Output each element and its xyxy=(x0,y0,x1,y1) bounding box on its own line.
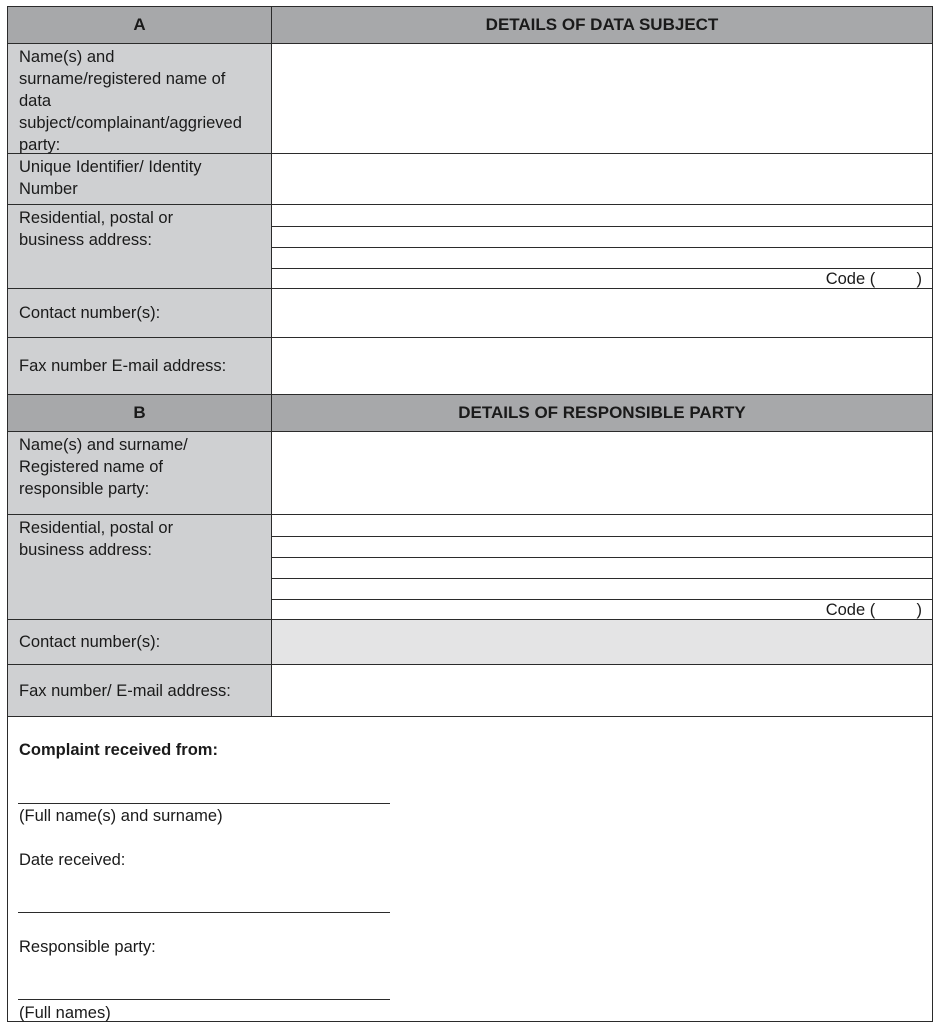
complaint-form xyxy=(7,6,933,1022)
address-line xyxy=(272,247,932,248)
data-subject-fax-email-label: Fax number E-mail address: xyxy=(8,338,272,394)
responsible-party-label: Responsible party: xyxy=(19,938,156,956)
data-subject-name-label: Name(s) and surname/registered name of data subject/complainant/aggrieved party: xyxy=(8,44,272,153)
complaint-received-from-label: Complaint received from: xyxy=(19,741,218,759)
data-subject-address-row xyxy=(8,205,932,289)
section-b-title: DETAILS OF RESPONSIBLE PARTY xyxy=(458,403,746,422)
full-name-caption: (Full name(s) and surname) xyxy=(19,807,223,825)
responsible-party-address-row xyxy=(8,515,932,620)
section-a-header xyxy=(8,7,932,44)
date-received-label: Date received: xyxy=(19,851,126,869)
responsible-party-contact-label: Contact number(s): xyxy=(8,620,272,664)
responsible-party-address-label: Residential, postal or business address: xyxy=(8,515,272,619)
data-subject-identifier-label: Unique Identifier/ Identity Number xyxy=(8,154,272,204)
responsible-party-name-field[interactable] xyxy=(272,432,932,514)
address-line xyxy=(272,557,932,558)
responsible-party-name-label: Name(s) and surname/ Registered name of responsible party: xyxy=(8,432,272,514)
address-line xyxy=(272,536,932,537)
section-b-letter: B xyxy=(8,395,272,431)
section-a-title: DETAILS OF DATA SUBJECT xyxy=(485,15,719,34)
date-received-line[interactable] xyxy=(18,912,390,913)
data-subject-contact-label: Contact number(s): xyxy=(8,289,272,337)
responsible-party-postal-code: Code ( ) xyxy=(825,601,922,619)
data-subject-contact-row xyxy=(8,289,932,338)
address-line xyxy=(272,578,932,579)
data-subject-postal-code: Code ( ) xyxy=(825,270,922,288)
responsible-party-fax-email-row xyxy=(8,665,932,717)
data-subject-identifier-row xyxy=(8,154,932,205)
full-names-caption: (Full names) xyxy=(19,1004,111,1022)
responsible-party-contact-field[interactable] xyxy=(272,620,932,664)
section-a-letter: A xyxy=(8,7,272,43)
responsible-party-address-field[interactable] xyxy=(272,515,932,619)
data-subject-fax-email-row xyxy=(8,338,932,395)
responsible-party-fax-email-label: Fax number/ E-mail address: xyxy=(8,665,272,716)
data-subject-name-field[interactable] xyxy=(272,44,932,153)
address-line xyxy=(272,226,932,227)
data-subject-contact-field[interactable] xyxy=(272,289,932,337)
responsible-party-fax-email-field[interactable] xyxy=(272,665,932,716)
responsible-party-name-row xyxy=(8,432,932,515)
data-subject-address-label: Residential, postal or business address: xyxy=(8,205,272,288)
data-subject-address-field[interactable] xyxy=(272,205,932,288)
responsible-party-line[interactable] xyxy=(18,999,390,1000)
complaint-received-from-line[interactable] xyxy=(18,803,390,804)
section-b-header xyxy=(8,395,932,432)
data-subject-name-row xyxy=(8,44,932,154)
data-subject-fax-email-field[interactable] xyxy=(272,338,932,394)
receipt-section xyxy=(8,717,932,1021)
data-subject-identifier-field[interactable] xyxy=(272,154,932,204)
responsible-party-contact-row xyxy=(8,620,932,665)
